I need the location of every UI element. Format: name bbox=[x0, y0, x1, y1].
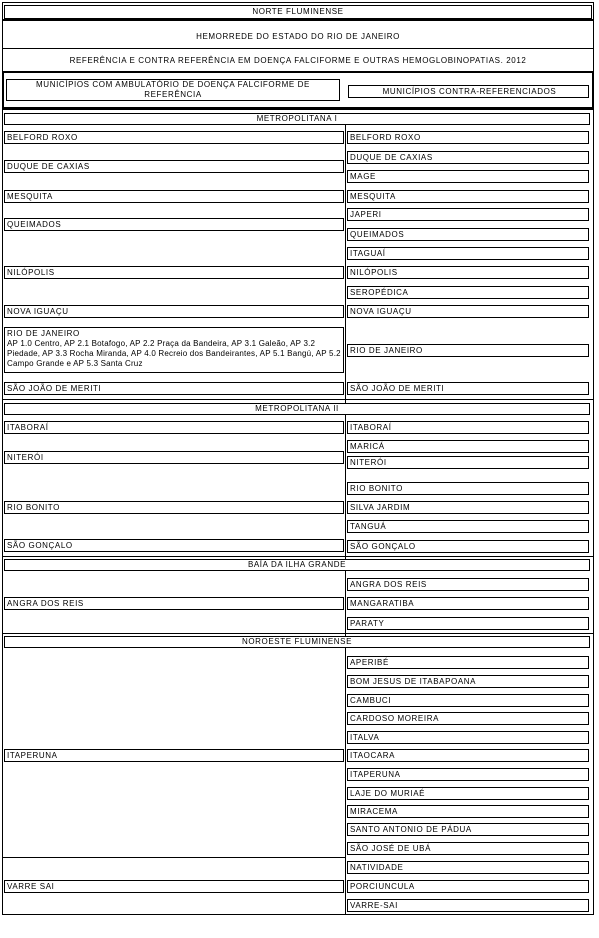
reference-municipality: ITAPERUNA bbox=[4, 749, 344, 762]
counter-referenced-municipality: ITABORAÍ bbox=[347, 421, 589, 434]
reference-municipality: VARRE SAI bbox=[4, 880, 344, 893]
counter-referenced-municipality: MAGE bbox=[347, 170, 589, 183]
counter-referenced-municipality: SEROPÉDICA bbox=[347, 286, 589, 299]
reference-municipality: RIO DE JANEIRO bbox=[7, 329, 80, 338]
counter-referenced-municipality: MIRACEMA bbox=[347, 805, 589, 818]
reference-municipality: SÃO GONÇALO bbox=[4, 539, 344, 552]
reference-detail: AP 1.0 Centro, AP 2.1 Botafogo, AP 2.2 Praça da Bandeira, AP 3.1 Galeão, AP 3.2 Piedade, AP 3.3 Rocha Miranda, AP 4.0 Recreio dos Bandeirantes, AP 5.1 Bangú, AP 5.2 Campo Grande e AP 5.3 Santa Cruz bbox=[7, 339, 341, 368]
counter-referenced-municipality: ITAOCARA bbox=[347, 749, 589, 762]
row-separator bbox=[2, 857, 346, 858]
counter-referenced-municipality: RIO DE JANEIRO bbox=[347, 344, 589, 357]
counter-referenced-municipality: CARDOSO MOREIRA bbox=[347, 712, 589, 725]
counter-referenced-municipality: BOM JESUS DE ITABAPOANA bbox=[347, 675, 589, 688]
reference-municipality: MESQUITA bbox=[4, 190, 344, 203]
counter-referenced-municipality: NITERÓI bbox=[347, 456, 589, 469]
counter-referenced-municipality: JAPERI bbox=[347, 208, 589, 221]
counter-referenced-municipality: ITAPERUNA bbox=[347, 768, 589, 781]
region-title: NOROESTE FLUMINENSE bbox=[241, 637, 353, 646]
counter-referenced-municipality: VARRE-SAI bbox=[347, 899, 589, 912]
region-title: METROPOLITANA I bbox=[256, 114, 338, 123]
reference-municipality: RIO BONITO bbox=[4, 501, 344, 514]
counter-referenced-municipality: MANGARATIBA bbox=[347, 597, 589, 610]
reference-municipality-block bbox=[4, 327, 344, 373]
reference-municipality: DUQUE DE CAXIAS bbox=[4, 160, 344, 173]
counter-referenced-municipality: LAJE DO MURIAÉ bbox=[347, 787, 589, 800]
vertical-divider bbox=[345, 124, 346, 915]
column-header-left-label: MUNICÍPIOS COM AMBULATÓRIO DE DOENÇA FALCIFORME DE REFERÊNCIA bbox=[36, 80, 310, 99]
reference-municipality: NOVA IGUAÇU bbox=[4, 305, 344, 318]
counter-referenced-municipality: ANGRA DOS REIS bbox=[347, 578, 589, 591]
counter-referenced-municipality: PARATY bbox=[347, 617, 589, 630]
counter-referenced-municipality: RIO BONITO bbox=[347, 482, 589, 495]
region-header bbox=[4, 403, 590, 415]
counter-referenced-municipality: NOVA IGUAÇU bbox=[347, 305, 589, 318]
reference-municipality: NILÓPOLIS bbox=[4, 266, 344, 279]
column-header-left bbox=[6, 79, 340, 101]
counter-referenced-municipality: QUEIMADOS bbox=[347, 228, 589, 241]
reference-municipality: QUEIMADOS bbox=[4, 218, 344, 231]
counter-referenced-municipality: NATIVIDADE bbox=[347, 861, 589, 874]
region-header bbox=[4, 559, 590, 571]
counter-referenced-municipality: ITAGUAÍ bbox=[347, 247, 589, 260]
reference-municipality: BELFORD ROXO bbox=[4, 131, 344, 144]
counter-referenced-municipality: MARICÁ bbox=[347, 440, 589, 453]
counter-referenced-municipality: SÃO GONÇALO bbox=[347, 540, 589, 553]
counter-referenced-municipality: CAMBUCI bbox=[347, 694, 589, 707]
top-region-title: NORTE FLUMINENSE bbox=[252, 7, 344, 16]
reference-municipality: ITABORAÍ bbox=[4, 421, 344, 434]
counter-referenced-municipality: TANGUÁ bbox=[347, 520, 589, 533]
top-region-title-box bbox=[4, 5, 592, 19]
institution-title: HEMORREDE DO ESTADO DO RIO DE JANEIRO bbox=[196, 32, 400, 41]
counter-referenced-municipality: DUQUE DE CAXIAS bbox=[347, 151, 589, 164]
region-separator bbox=[2, 556, 594, 557]
column-header-right bbox=[348, 85, 589, 98]
region-title: METROPOLITANA II bbox=[255, 404, 339, 413]
counter-referenced-municipality: SÃO JOSÉ DE UBÁ bbox=[347, 842, 589, 855]
counter-referenced-municipality: PORCIUNCULA bbox=[347, 880, 589, 893]
counter-referenced-municipality: NILÓPOLIS bbox=[347, 266, 589, 279]
region-separator bbox=[2, 633, 594, 634]
reference-municipality: SÃO JOÃO DE MERITI bbox=[4, 382, 344, 395]
counter-referenced-municipality: SILVA JARDIM bbox=[347, 501, 589, 514]
counter-referenced-municipality: SÃO JOÃO DE MERITI bbox=[347, 382, 589, 395]
reference-municipality: NITERÓI bbox=[4, 451, 344, 464]
column-header-right-label: MUNICÍPIOS CONTRA-REFERENCIADOS bbox=[382, 87, 557, 96]
reference-municipality: ANGRA DOS REIS bbox=[4, 597, 344, 610]
title-divider bbox=[2, 48, 594, 49]
document-subtitle: REFERÊNCIA E CONTRA REFERÊNCIA EM DOENÇA FALCIFORME E OUTRAS HEMOGLOBINOPATIAS. 2012 bbox=[69, 56, 527, 65]
region-separator bbox=[2, 399, 594, 400]
counter-referenced-municipality: MESQUITA bbox=[347, 190, 589, 203]
counter-referenced-municipality: SANTO ANTONIO DE PÁDUA bbox=[347, 823, 589, 836]
counter-referenced-municipality: ITALVA bbox=[347, 731, 589, 744]
counter-referenced-municipality: APERIBÉ bbox=[347, 656, 589, 669]
region-title: BAÍA DA ILHA GRANDE bbox=[247, 560, 347, 569]
region-header bbox=[4, 636, 590, 648]
counter-referenced-municipality: BELFORD ROXO bbox=[347, 131, 589, 144]
region-header bbox=[4, 113, 590, 125]
